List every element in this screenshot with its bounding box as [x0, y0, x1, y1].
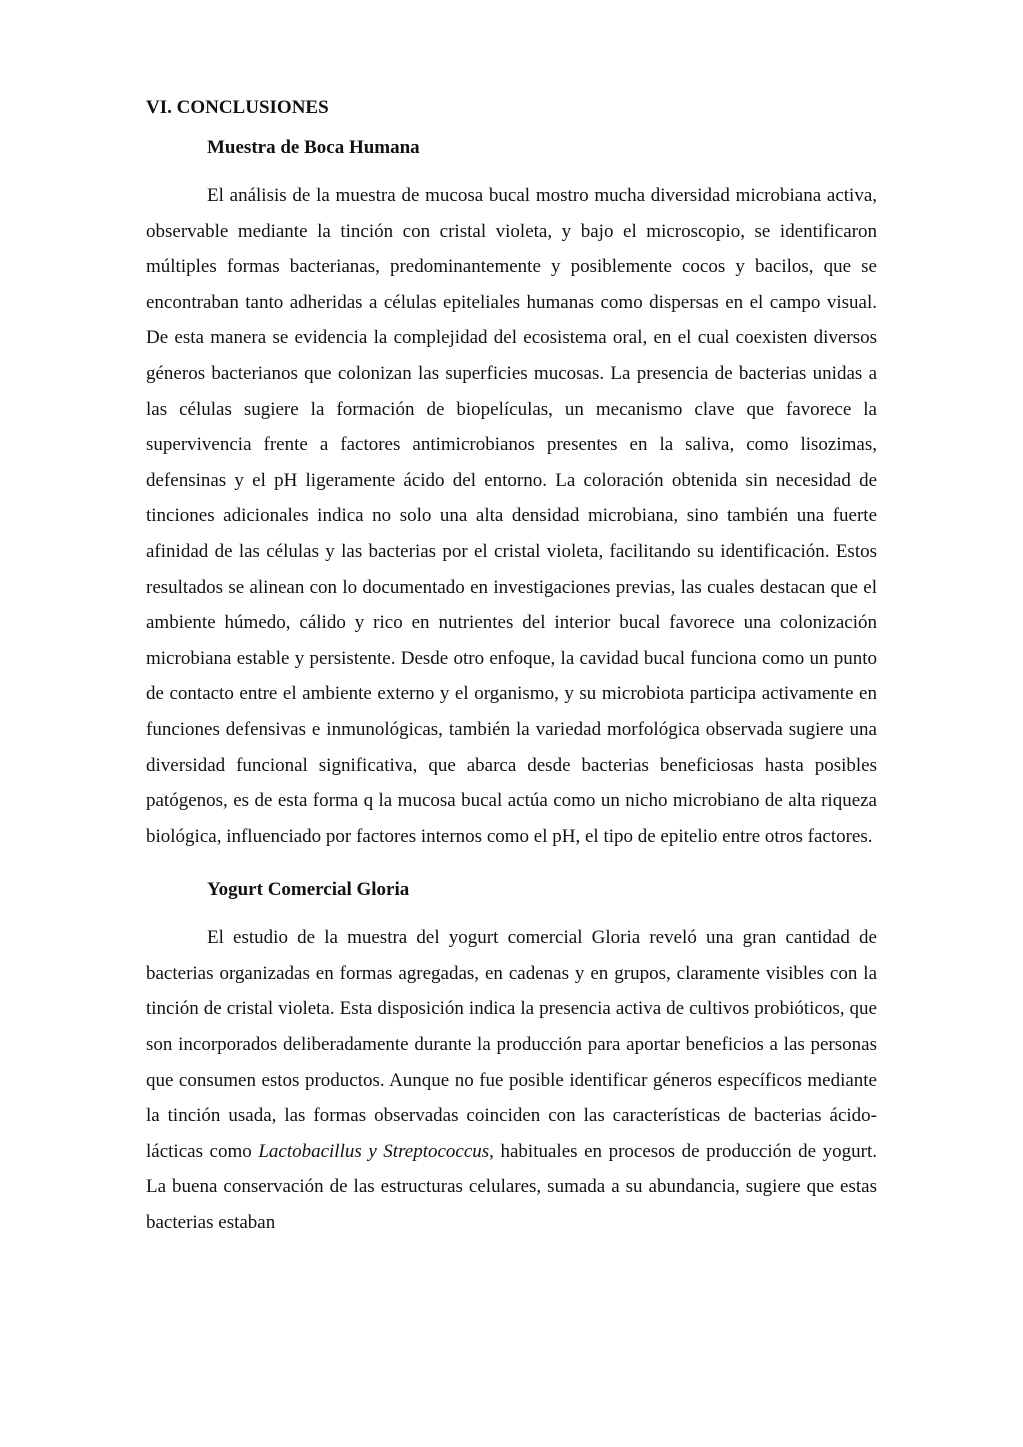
subsection-heading-boca: Muestra de Boca Humana	[207, 137, 420, 158]
paragraph-yogurt-species: Lactobacillus y Streptococcus,	[258, 1140, 494, 1162]
paragraph-yogurt-text-1: El estudio de la muestra del yogurt comercial Gloria reveló una gran cantidad de bacterias organizadas en formas agregadas, en cadenas y en grupos, claramente visibles con la tinción de cristal violeta. Esta disposición indica la presencia activa de cultivos probióticos, que son incorporados deliberadamente durante la producción para aportar beneficios a las personas que consumen estos productos. Aunque no fue posible identificar géneros específicos mediante la tinción usada, las formas observadas coinciden con las características de bacterias ácido-lácticas como	[146, 927, 877, 1162]
paragraph-yogurt	[146, 920, 877, 1240]
document-page	[146, 96, 877, 1257]
subsection-heading-yogurt: Yogurt Comercial Gloria	[207, 879, 410, 901]
section-title: VI. CONCLUSIONES	[146, 97, 329, 118]
paragraph-boca: El análisis de la muestra de mucosa bucal mostro mucha diversidad microbiana activa, observable mediante la tinción con cristal violeta, y bajo el microscopio, se identificaron múltiples formas bacterianas, predominantemente y posiblemente cocos y bacilos, que se encontraban tanto adheridas a células epiteliales humanas como dispersas en el campo visual. De esta manera se evidencia la complejidad del ecosistema oral, en el cual coexisten diversos géneros bacterianos que colonizan las superficies mucosas. La presencia de bacterias unidas a las células sugiere la formación de biopelículas, un mecanismo clave que favorece la supervivencia frente a factores antimicrobianos presentes en la saliva, como lisozimas, defensinas y el pH ligeramente ácido del entorno. La coloración obtenida sin necesidad de tinciones adicionales indica no solo una alta densidad microbiana, sino también una fuerte afinidad de las células y las bacterias por el cristal violeta, facilitando su identificación. Estos resultados se alinean con lo documentado en investigaciones previas, las cuales destacan que el ambiente húmedo, cálido y rico en nutrientes del interior bucal favorece una colonización microbiana estable y persistente. Desde otro enfoque, la cavidad bucal funciona como un punto de contacto entre el ambiente externo y el organismo, y su microbiota participa activamente en funciones defensivas e inmunológicas, también la variedad morfológica observada sugiere una diversidad funcional significativa, que abarca desde bacterias beneficiosas hasta posibles patógenos, es de esta forma q la mucosa bucal actúa como un nicho microbiano de alta riqueza biológica, influenciado por factores internos como el pH, el tipo de epitelio entre otros factores.	[146, 185, 877, 847]
paragraph-yogurt-text-2: habituales en procesos de producción de yogurt. La buena conservación de las estructuras celulares, sumada a su abundancia, sugiere que estas bacterias estaban	[146, 1140, 878, 1234]
